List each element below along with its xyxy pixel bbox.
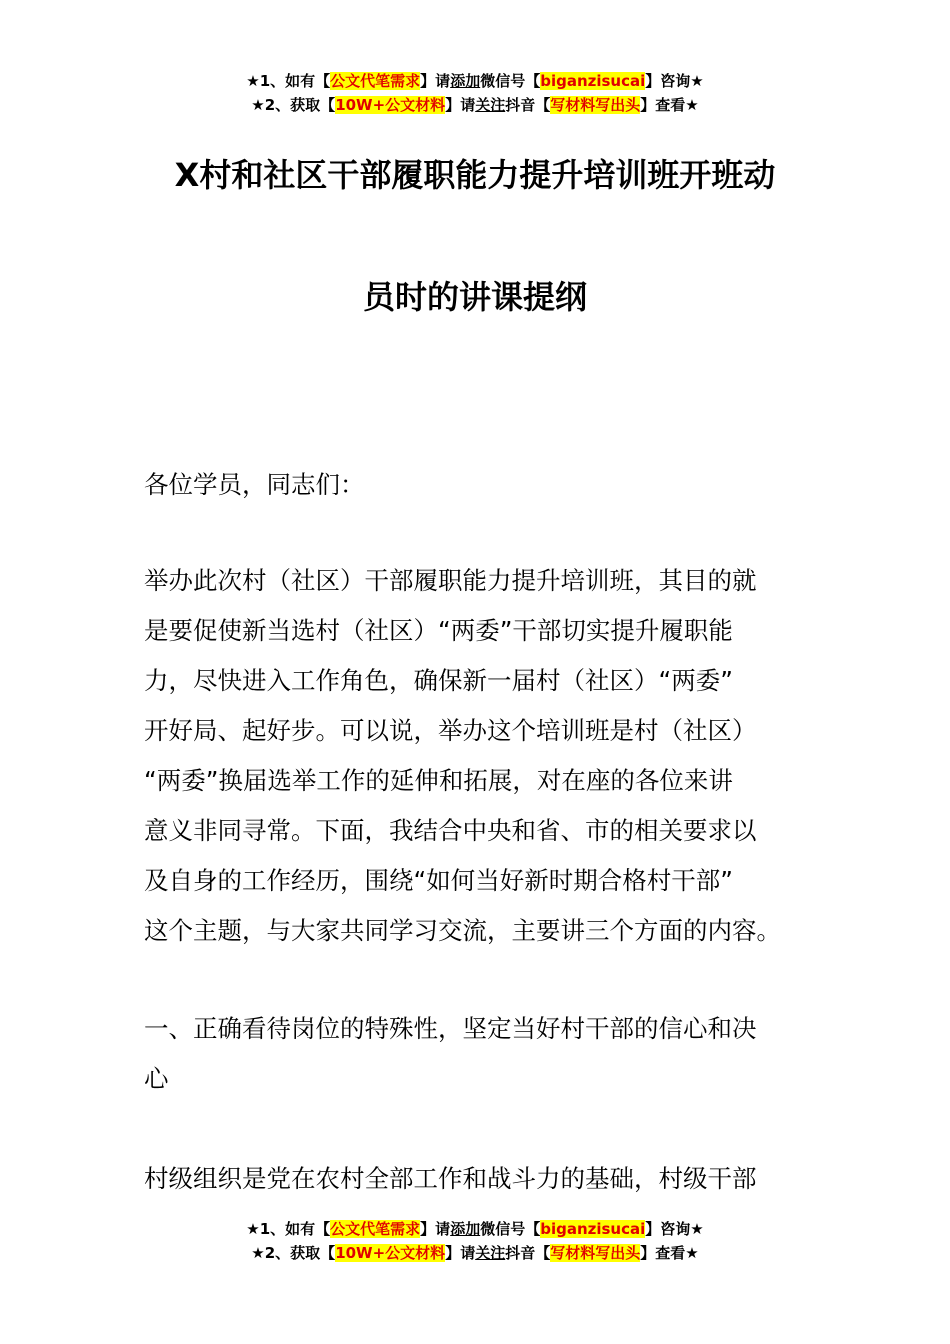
heading-line: 心 <box>144 1064 169 1093</box>
banner-underlined: 关注 <box>475 1244 506 1262</box>
section-heading-1 <box>144 1004 814 1104</box>
banner-highlight: 写材料写出头 <box>550 96 641 114</box>
banner-highlight: 10W+公文材料 <box>335 1244 446 1262</box>
banner-text: 】查看★ <box>640 96 699 114</box>
paragraph-line: 力，尽快进入工作角色，确保新一届村（社区）“两委” <box>144 666 733 695</box>
banner-text: 微信号【 <box>480 72 541 90</box>
banner-line-2 <box>0 1241 950 1265</box>
banner-text: 抖音【 <box>505 1244 551 1262</box>
banner-text: ★1、如有【 <box>246 72 331 90</box>
banner-line-1 <box>0 69 950 93</box>
banner-text: 】请 <box>445 96 476 114</box>
paragraph-line: 村级组织是党在农村全部工作和战斗力的基础，村级干部 <box>144 1164 757 1193</box>
header-banner <box>0 69 950 117</box>
paragraph-1 <box>144 556 814 956</box>
banner-text: ★2、获取【 <box>251 1244 336 1262</box>
paragraph-2 <box>144 1154 814 1204</box>
banner-text: 】查看★ <box>640 1244 699 1262</box>
banner-text: 抖音【 <box>505 96 551 114</box>
greeting-text: 各位学员，同志们： <box>144 470 365 499</box>
banner-underlined: 添加 <box>450 72 481 90</box>
paragraph-line: 开好局、起好步。可以说，举办这个培训班是村（社区） <box>144 716 757 745</box>
heading-line: 一、正确看待岗位的特殊性，坚定当好村干部的信心和决 <box>144 1014 757 1043</box>
document-title-line-2: 员时的讲课提纲 <box>362 278 587 316</box>
banner-highlight: biganzisucai <box>540 1220 646 1238</box>
banner-highlight: biganzisucai <box>540 72 646 90</box>
paragraph-line: 这个主题，与大家共同学习交流，主要讲三个方面的内容。 <box>144 916 781 945</box>
banner-line-1 <box>0 1217 950 1241</box>
footer-banner <box>0 1217 950 1265</box>
banner-text: 】咨询★ <box>645 72 704 90</box>
banner-text: 】请 <box>420 1220 451 1238</box>
banner-text: ★1、如有【 <box>246 1220 331 1238</box>
banner-text: 】请 <box>445 1244 476 1262</box>
banner-text: ★2、获取【 <box>251 96 336 114</box>
banner-underlined: 添加 <box>450 1220 481 1238</box>
paragraph-line: 意义非同寻常。下面，我结合中央和省、市的相关要求以 <box>144 816 757 845</box>
banner-highlight: 公文代笔需求 <box>330 72 421 90</box>
banner-highlight: 公文代笔需求 <box>330 1220 421 1238</box>
banner-line-2 <box>0 93 950 117</box>
document-title-line-1: X村和社区干部履职能力提升培训班开班动 <box>174 156 776 194</box>
banner-highlight: 10W+公文材料 <box>335 96 446 114</box>
greeting <box>144 460 814 510</box>
banner-highlight: 写材料写出头 <box>550 1244 641 1262</box>
banner-text: 】请 <box>420 72 451 90</box>
banner-text: 】咨询★ <box>645 1220 704 1238</box>
banner-underlined: 关注 <box>475 96 506 114</box>
banner-text: 微信号【 <box>480 1220 541 1238</box>
paragraph-line: “两委”换届选举工作的延伸和拓展，对在座的各位来讲 <box>144 766 733 795</box>
paragraph-line: 是要促使新当选村（社区）“两委”干部切实提升履职能 <box>144 616 733 645</box>
paragraph-line: 及自身的工作经历，围绕“如何当好新时期合格村干部” <box>144 866 733 895</box>
paragraph-line: 举办此次村（社区）干部履职能力提升培训班，其目的就 <box>144 566 757 595</box>
